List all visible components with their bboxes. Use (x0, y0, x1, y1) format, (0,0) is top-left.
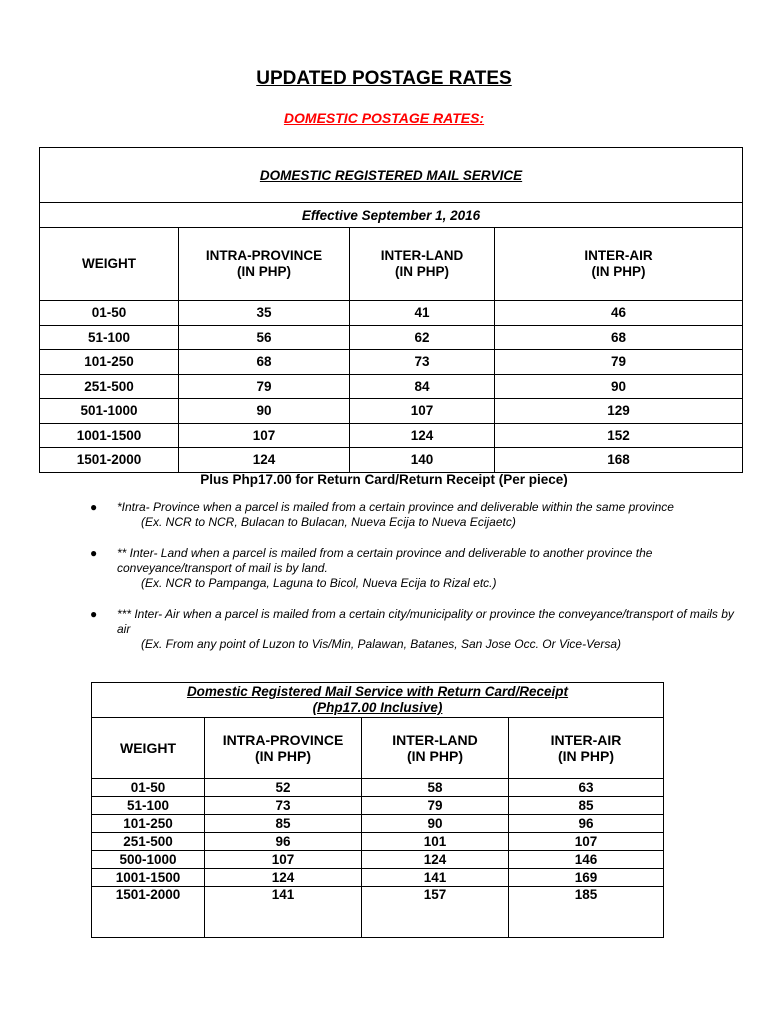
table-row (40, 325, 743, 350)
rate-cell: 141 (205, 887, 362, 938)
rate-cell: 41 (350, 301, 495, 326)
weight-cell: 1001-1500 (40, 423, 179, 448)
weight-header (92, 718, 205, 779)
header-label: INTER-LAND (380, 248, 464, 263)
header-unit: (IN PHP) (407, 748, 463, 764)
table-caption-row (92, 683, 664, 718)
note-text: *** Inter- Air when a parcel is mailed from a certain city/municipality or province the conveyance/transport of mails by air (117, 607, 734, 636)
rate-cell: 107 (350, 399, 495, 424)
weight-cell: 101-250 (92, 815, 205, 833)
rate-cell: 46 (495, 301, 743, 326)
note-example: (Ex. NCR to Pampanga, Laguna to Bicol, Nueva Ecija to Rizal etc.) (141, 576, 497, 590)
weight-cell: 01-50 (40, 301, 179, 326)
rate-cell: 85 (205, 815, 362, 833)
rate-cell: 107 (179, 423, 350, 448)
weight-cell: 1501-2000 (92, 887, 205, 938)
bullet-icon: ● (90, 546, 98, 560)
rate-cell: 107 (205, 851, 362, 869)
rate-cell: 68 (179, 350, 350, 375)
rate-cell: 73 (350, 350, 495, 375)
weight-cell: 51-100 (92, 797, 205, 815)
table-row (92, 851, 664, 869)
weight-header (40, 228, 179, 301)
table-row (40, 301, 743, 326)
table-row (40, 423, 743, 448)
header-unit: (IN PHP) (395, 264, 449, 279)
table-row (40, 374, 743, 399)
table-caption: DOMESTIC REGISTERED MAIL SERVICE (40, 148, 743, 203)
rate-cell: 79 (179, 374, 350, 399)
rate-cell: 96 (205, 833, 362, 851)
bullet-icon: ● (90, 607, 98, 621)
rate-cell: 84 (350, 374, 495, 399)
rate-cell: 52 (205, 779, 362, 797)
rate-cell: 124 (350, 423, 495, 448)
table-row (40, 350, 743, 375)
rate-cell: 124 (362, 851, 509, 869)
rate-cell: 90 (495, 374, 743, 399)
table-caption (92, 683, 664, 718)
weight-cell: 251-500 (40, 374, 179, 399)
intra-province-header (179, 228, 350, 301)
rate-cell: 152 (495, 423, 743, 448)
note-inter-air (90, 607, 740, 652)
rate-cell: 129 (495, 399, 743, 424)
header-unit: (IN PHP) (591, 264, 646, 279)
weight-cell: 101-250 (40, 350, 179, 375)
rate-cell: 107 (509, 833, 664, 851)
return-card-rates-table (91, 682, 664, 938)
header-unit: (IN PHP) (237, 264, 291, 279)
rate-cell: 90 (362, 815, 509, 833)
rate-cell: 169 (509, 869, 664, 887)
inter-land-header (350, 228, 495, 301)
header-unit: (IN PHP) (558, 748, 614, 764)
weight-cell: 251-500 (92, 833, 205, 851)
rate-cell: 56 (179, 325, 350, 350)
table-header-row (92, 718, 664, 779)
page-title: UPDATED POSTAGE RATES (256, 68, 512, 89)
rate-cell: 79 (495, 350, 743, 375)
intra-province-header (205, 718, 362, 779)
header-label: INTRA-PROVINCE (222, 732, 344, 748)
note-example: (Ex. From any point of Luzon to Vis/Min, Palawan, Batanes, San Jose Occ. Or Vice-Versa) (141, 637, 621, 651)
rate-cell: 85 (509, 797, 664, 815)
notes-list (90, 500, 740, 668)
rate-cell: 90 (179, 399, 350, 424)
header-label: INTER-AIR (584, 248, 653, 263)
rate-cell: 79 (362, 797, 509, 815)
weight-cell: 1001-1500 (92, 869, 205, 887)
section-subtitle: DOMESTIC POSTAGE RATES: (283, 110, 485, 126)
weight-cell: 1501-2000 (40, 448, 179, 473)
table-row (92, 869, 664, 887)
note-example: (Ex. NCR to NCR, Bulacan to Bulacan, Nueva Ecija to Nueva Ecijaetc) (141, 515, 516, 529)
inter-air-header (509, 718, 664, 779)
note-text: ** Inter- Land when a parcel is mailed from a certain province and deliverable to another province the conveyance/transport of mail is by land. (117, 546, 653, 575)
header-unit: (IN PHP) (255, 748, 311, 764)
rate-cell: 141 (362, 869, 509, 887)
rate-cell: 58 (362, 779, 509, 797)
rate-cell: 140 (350, 448, 495, 473)
effective-date-row (40, 203, 743, 228)
caption-line: (Php17.00 Inclusive) (312, 700, 443, 715)
caption-line: Domestic Registered Mail Service with Return Card/Receipt (186, 684, 569, 699)
rate-cell: 63 (509, 779, 664, 797)
rate-cell: 185 (509, 887, 664, 938)
header-label: INTRA-PROVINCE (205, 248, 323, 263)
header-label: WEIGHT (82, 256, 136, 271)
rate-cell: 168 (495, 448, 743, 473)
header-label: WEIGHT (120, 740, 176, 756)
weight-cell: 51-100 (40, 325, 179, 350)
rate-cell: 35 (179, 301, 350, 326)
effective-date: Effective September 1, 2016 (40, 203, 743, 228)
weight-cell: 01-50 (92, 779, 205, 797)
table-row (40, 399, 743, 424)
table-row (92, 833, 664, 851)
rate-cell: 62 (350, 325, 495, 350)
header-label: INTER-AIR (550, 732, 622, 748)
rate-cell: 124 (179, 448, 350, 473)
note-intra-province (90, 500, 740, 530)
rate-cell: 146 (509, 851, 664, 869)
rate-cell: 101 (362, 833, 509, 851)
rate-cell: 96 (509, 815, 664, 833)
table-row (92, 779, 664, 797)
table-row (92, 797, 664, 815)
rate-cell: 124 (205, 869, 362, 887)
table-caption-row (40, 148, 743, 203)
table-row (40, 448, 743, 473)
table-row (92, 887, 664, 938)
note-text: *Intra- Province when a parcel is mailed from a certain province and deliverable within the same province (117, 500, 674, 514)
bullet-icon: ● (90, 500, 98, 514)
note-inter-land (90, 546, 740, 591)
rate-cell: 157 (362, 887, 509, 938)
inter-land-header (362, 718, 509, 779)
inter-air-header (495, 228, 743, 301)
weight-cell: 501-1000 (40, 399, 179, 424)
rate-cell: 68 (495, 325, 743, 350)
registered-mail-rates-table (39, 147, 743, 473)
weight-cell: 500-1000 (92, 851, 205, 869)
return-card-note: Plus Php17.00 for Return Card/Return Receipt (Per piece) (200, 472, 568, 487)
table-row (92, 815, 664, 833)
header-label: INTER-LAND (392, 732, 478, 748)
table-header-row (40, 228, 743, 301)
rate-cell: 73 (205, 797, 362, 815)
